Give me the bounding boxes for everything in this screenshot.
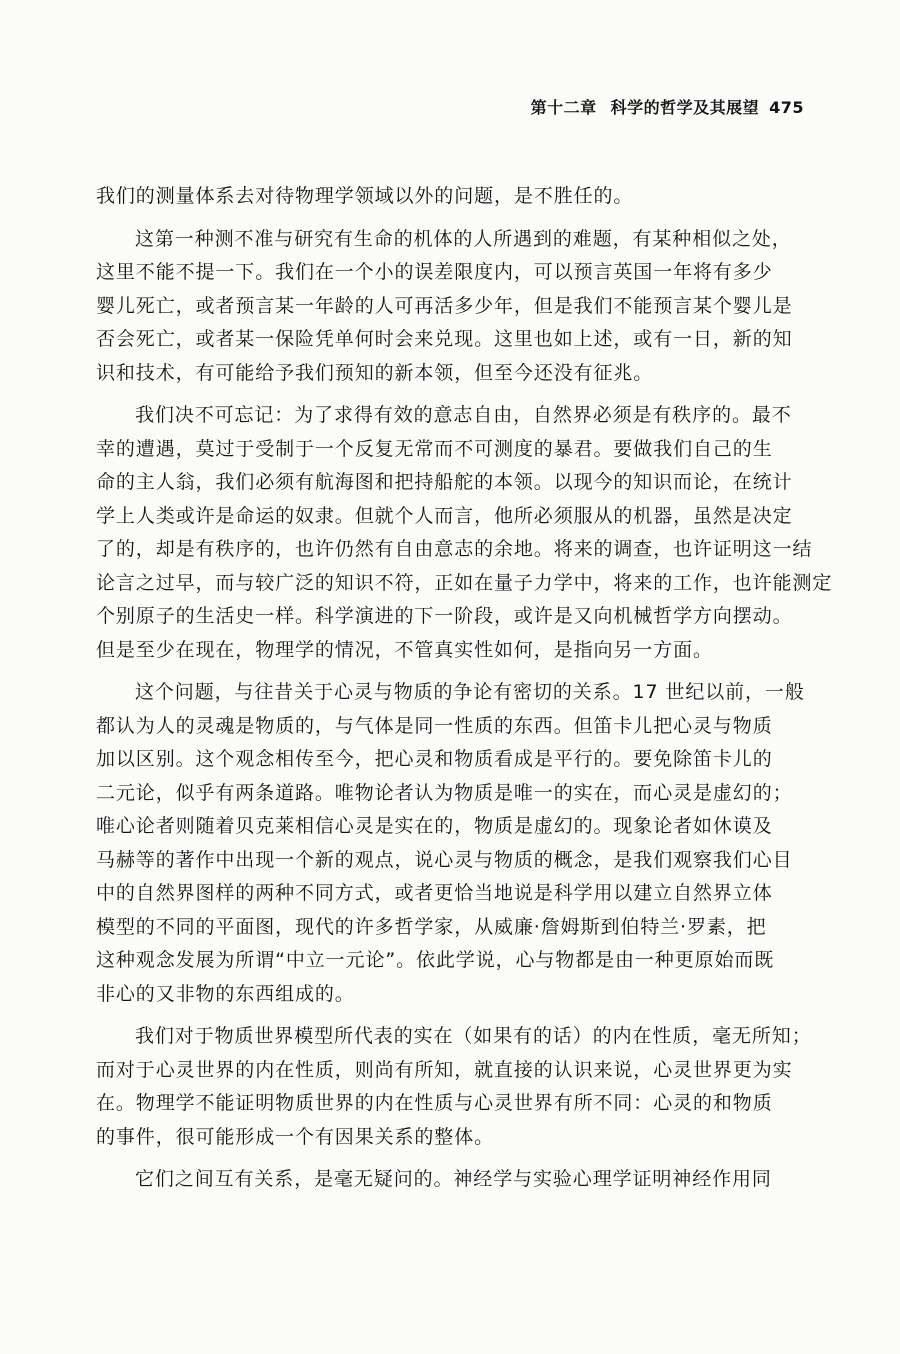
chapter-label: 第十二章 [530,98,597,117]
text-line: 都认为人的灵魂是物质的，与气体是同一性质的东西。但笛卡儿把心灵与物质 [96,714,773,737]
text-line: 唯心论者则随着贝克莱相信心灵是实在的，物质是虚幻的。现象论者如休谟及 [96,815,773,837]
text-line: 命的主人翁，我们必须有航海图和把持船舵的本领。以现今的知识而论，在统计 [96,471,793,493]
paragraph [96,1020,816,1154]
text-line: 模型的不同的平面图，现代的许多哲学家，从威廉·詹姆斯到伯特兰·罗素，把 [96,915,767,938]
text-line: 我们决不可忘记：为了求得有效的意志自由，自然界必须是有秩序的。最不 [135,404,792,426]
text-line: 幸的遭遇，莫过于受制于一个反复无常而不可测度的暴君。要做我们自己的生 [96,437,773,460]
text-line: 这个问题，与往昔关于心灵与物质的争论有密切的关系。17 世纪以前，一般 [135,681,805,703]
text-line: 识和技术，有可能给予我们预知的新本领，但至今还没有征兆。 [96,361,654,384]
text-line: 学上人类或许是命运的奴隶。但就个人而言，他所必须服从的机器，虽然是决定 [96,504,793,527]
text-line: 二元论，似乎有两条道路。唯物论者认为物质是唯一的实在，而心灵是虚幻的； [96,781,793,804]
text-line: 但是至少在现在，物理学的情况，不管真实性如何，是指向另一方面。 [96,638,713,661]
text-line: 了的，却是有秩序的，也许仍然有自由意志的余地。将来的调查，也许证明这一结 [96,538,813,560]
text-line: 婴儿死亡，或者预言某一年龄的人可再活多少年，但是我们不能预言某个婴儿是 [96,294,793,317]
text-line: 中的自然界图样的两种不同方式，或者更恰当地说是科学用以建立自然界立体 [96,882,773,904]
text-line: 的事件，很可能形成一个有因果关系的整体。 [96,1125,495,1148]
paragraph [96,180,816,214]
text-line: 论言之过早，而与较广泛的知识不符，正如在量子力学中，将来的工作，也许能测定 [96,571,833,594]
text-line: 否会死亡，或者某一保险凭单何时会来兑现。这里也如上述，或有一日，新的知 [96,328,793,350]
text-line: 非心的又非物的东西组成的。 [96,982,355,1005]
text-line: 在。物理学不能证明物质世界的内在性质与心灵世界有所不同：心灵的和物质 [96,1092,773,1114]
text-line: 我们的测量体系去对待物理学领域以外的问题，是不胜任的。 [96,185,634,207]
text-line: 这里不能不提一下。我们在一个小的误差限度内，可以预言英国一年将有多少 [96,261,773,283]
text-line: 这第一种测不准与研究有生命的机体的人所遇到的难题，有某种相似之处， [135,227,792,250]
text-line: 这种观念发展为所谓“中立一元论”。依此学说，心与物都是由一种更原始而既 [96,949,775,971]
paragraph [96,676,816,1011]
text-line: 马赫等的著作中出现一个新的观点，说心灵与物质的概念，是我们观察我们心目 [96,848,793,871]
chapter-title: 科学的哲学及其展望 [610,98,760,117]
body-text [96,180,833,1206]
paragraph [96,223,816,391]
paragraph [96,399,833,667]
text-line: 我们对于物质世界模型所代表的实在（如果有的话）的内在性质，毫无所知； [135,1025,812,1047]
running-header [531,98,804,118]
text-line: 加以区别。这个观念相传至今，把心灵和物质看成是平行的。要免除笛卡儿的 [96,748,773,770]
page-number: 475 [769,98,804,117]
text-line: 而对于心灵世界的内在性质，则尚有所知，就直接的认识来说，心灵世界更为实 [96,1058,793,1081]
text-line: 它们之间互有关系，是毫无疑问的。神经学与实验心理学证明神经作用同 [135,1168,772,1190]
paragraph [96,1163,816,1197]
text-line: 个别原子的生活史一样。科学演进的下一阶段，或许是又向机械哲学方向摆动。 [96,605,793,627]
